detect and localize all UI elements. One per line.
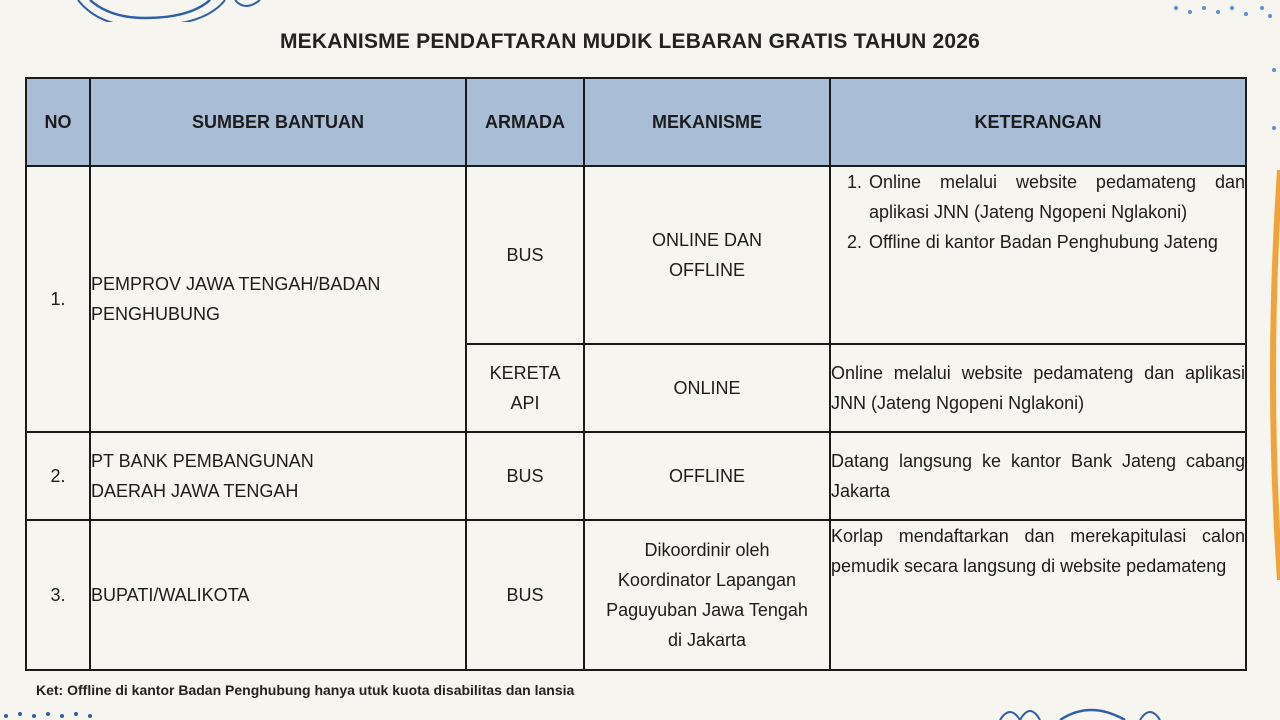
table-row <box>26 520 1246 670</box>
header-no: NO <box>26 78 90 166</box>
list-item: 2. Offline di kantor Badan Penghubung Jateng <box>867 227 1245 257</box>
row-1a-keterangan-list <box>831 167 1245 257</box>
header-sumber-bantuan: SUMBER BANTUAN <box>90 78 466 166</box>
table-header-row <box>26 78 1246 166</box>
list-item: 1. Online melalui website pedamateng dan aplikasi JNN (Jateng Ngopeni Nglakoni) <box>867 167 1245 227</box>
row-2-sumber-bantuan: PT BANK PEMBANGUNAN DAERAH JAWA TENGAH <box>90 432 466 520</box>
table-row <box>26 432 1246 520</box>
row-2-armada: BUS <box>466 432 584 520</box>
row-2-mekanisme: OFFLINE <box>584 432 830 520</box>
header-armada: ARMADA <box>466 78 584 166</box>
row-1b-mekanisme: ONLINE <box>584 344 830 432</box>
row-1-no: 1. <box>26 166 90 432</box>
table-row <box>26 166 1246 344</box>
row-1a-mekanisme: ONLINE DAN OFFLINE <box>584 166 830 344</box>
row-1-sumber-bantuan: PEMPROV JAWA TENGAH/BADAN PENGHUBUNG <box>90 166 466 432</box>
document-title: MEKANISME PENDAFTARAN MUDIK LEBARAN GRATIS TAHUN 2026 <box>279 30 981 53</box>
row-2-no: 2. <box>26 432 90 520</box>
bottom-right-wave-decoration <box>990 700 1190 720</box>
row-3-armada: BUS <box>466 520 584 670</box>
row-3-keterangan: Korlap mendaftarkan dan merekapitulasi calon pemudik secara langsung di website pedamateng <box>830 520 1246 670</box>
row-3-no: 3. <box>26 520 90 670</box>
registration-mechanism-table <box>25 77 1247 671</box>
row-1b-armada: KERETA API <box>466 344 584 432</box>
row-3-mekanisme: Dikoordinir oleh Koordinator Lapangan Paguyuban Jawa Tengah di Jakarta <box>584 520 830 670</box>
right-edge-orange-decoration <box>1266 170 1280 580</box>
row-1a-keterangan <box>830 166 1246 344</box>
header-keterangan: KETERANGAN <box>830 78 1246 166</box>
header-mekanisme: MEKANISME <box>584 78 830 166</box>
row-2-keterangan: Datang langsung ke kantor Bank Jateng cabang Jakarta <box>830 432 1246 520</box>
top-right-dots-decoration <box>1170 0 1280 22</box>
row-1b-keterangan: Online melalui website pedamateng dan aplikasi JNN (Jateng Ngopeni Nglakoni) <box>830 344 1246 432</box>
row-3-sumber-bantuan: BUPATI/WALIKOTA <box>90 520 466 670</box>
footnote: Ket: Offline di kantor Badan Penghubung hanya utuk kuota disabilitas dan lansia <box>36 682 575 698</box>
bottom-left-dots-decoration <box>0 706 110 720</box>
row-1a-armada: BUS <box>466 166 584 344</box>
top-left-wave-decoration <box>70 0 280 22</box>
right-edge-dots-decoration <box>1268 60 1280 150</box>
